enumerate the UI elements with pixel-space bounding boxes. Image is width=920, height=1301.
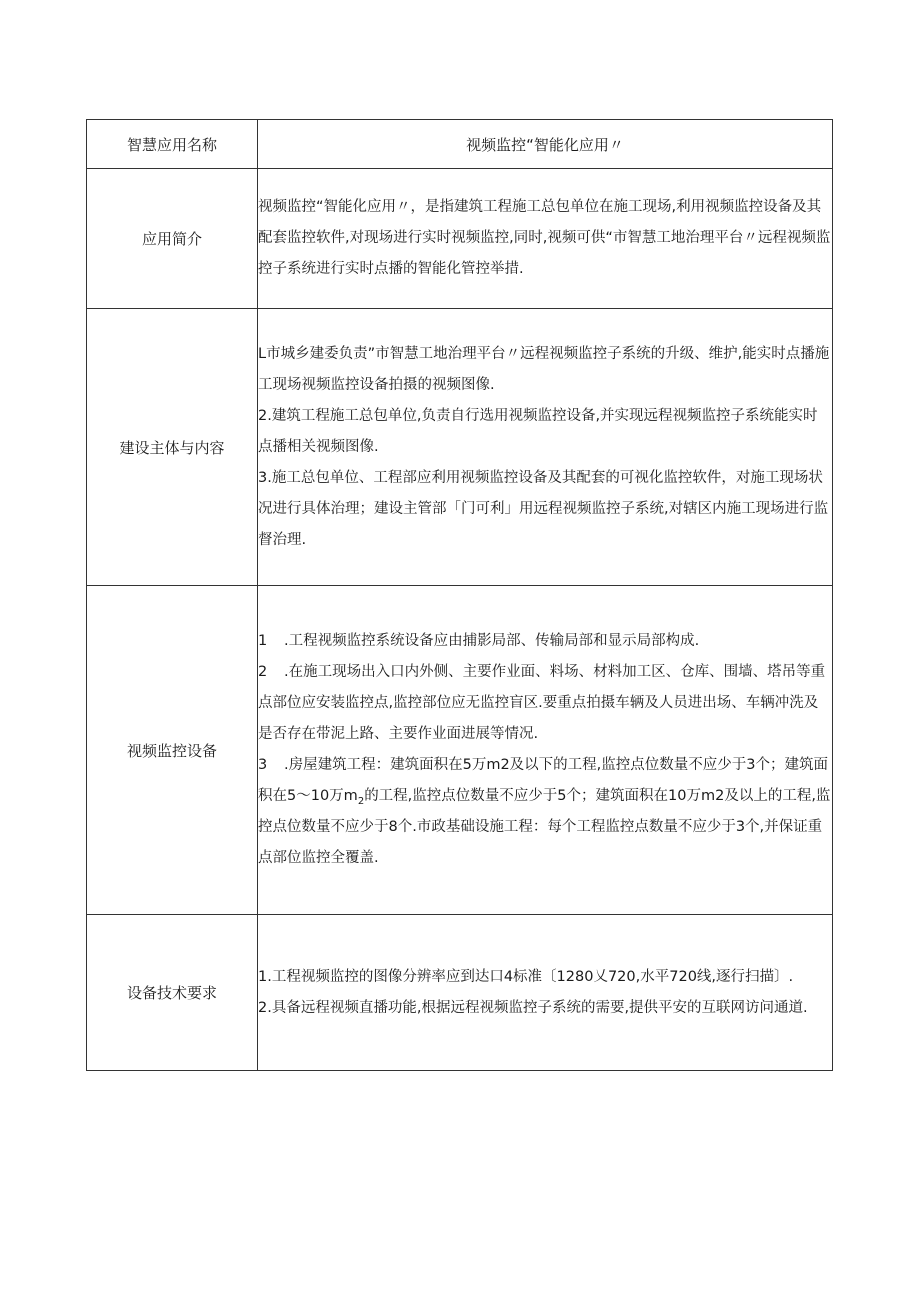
tech-requirement-1: 1.工程视频监控的图像分辨率应到达口4标准〔1280乂720,水平720线,逐行扫描〕. <box>258 968 794 985</box>
table-header-row <box>87 120 833 169</box>
item-text: .工程视频监控系统设备应由捕影局部、传输局部和显示局部构成. <box>284 633 700 649</box>
tech-requirement-2: 2.具备远程视频直播功能,根据远程视频监控子系统的需要,提供平安的互联网访问通道. <box>258 999 808 1016</box>
construction-paragraph-1: L市城乡建委负责”市智慧工地治理平台〃远程视频监控子系统的升级、维护,能实时点播施工现场视频监控设备拍摄的视频图像. <box>258 345 830 393</box>
header-value-cell: 视频监控“智能化应用〃 <box>258 120 833 169</box>
row-label-equipment: 视频监控设备 <box>87 586 258 915</box>
row-content-construction <box>258 309 833 586</box>
equipment-item-1 <box>258 626 832 657</box>
construction-paragraph-3: 3.施工总包单位、工程部应利用视频监控设备及其配套的可视化监控软件，对施工现场状况进行具体治理；建设主管部「门可利」用远程视频监控子系统,对辖区内施工现场进行监督治理. <box>258 469 829 548</box>
table-row-construction <box>87 309 833 586</box>
item-number: 2 <box>258 664 268 680</box>
item-text-part-b: 的工程,监控点位数量不应少于5个；建筑面积在10万m2及以上的工程,监控点位数量不应少于8个.市政基础设施工程：每个工程监控点数量不应少于3个,并保证重点部位监控全覆盖. <box>258 788 831 866</box>
row-label-intro: 应用简介 <box>87 169 258 309</box>
row-label-construction: 建设主体与内容 <box>87 309 258 586</box>
table-row-tech-requirements <box>87 915 833 1071</box>
equipment-item-3 <box>258 750 832 874</box>
row-content-intro <box>258 169 833 309</box>
table-row-equipment <box>87 586 833 915</box>
item-number: 3 <box>258 757 268 773</box>
row-content-tech-requirements <box>258 915 833 1071</box>
item-number: 1 <box>258 633 268 649</box>
item-text: .在施工现场出入口内外侧、主要作业面、料场、材料加工区、仓库、围墙、塔吊等重点部位应安装监控点,监控部位应无监控盲区.要重点拍摄车辆及人员进出场、车辆冲洗及是否存在带泥上路、主要作业面进展等情况. <box>258 664 826 742</box>
header-label-cell: 智慧应用名称 <box>87 120 258 169</box>
table-row-intro <box>87 169 833 309</box>
equipment-item-2 <box>258 657 832 750</box>
item-text-part-a: .房屋建筑工程：建筑面积在5万m2及以下的工程,监控点位数量不应少于3个；建筑面积在5〜10万m <box>258 757 829 804</box>
row-label-tech-requirements: 设备技术要求 <box>87 915 258 1071</box>
subscript-unit: 2 <box>357 795 365 807</box>
application-table <box>86 119 833 1071</box>
row-content-equipment <box>258 586 833 915</box>
intro-paragraph: 视频监控“智能化应用〃，是指建筑工程施工总包单位在施工现场,利用视频监控设备及其配套监控软件,对现场进行实时视频监控,同时,视频可供“市智慧工地治理平台〃远程视频监控子系统进行实时点播的智能化管控举措. <box>258 199 831 277</box>
construction-paragraph-2: 2.建筑工程施工总包单位,负责自行选用视频监控设备,并实现远程视频监控子系统能实时点播相关视频图像. <box>258 407 818 455</box>
